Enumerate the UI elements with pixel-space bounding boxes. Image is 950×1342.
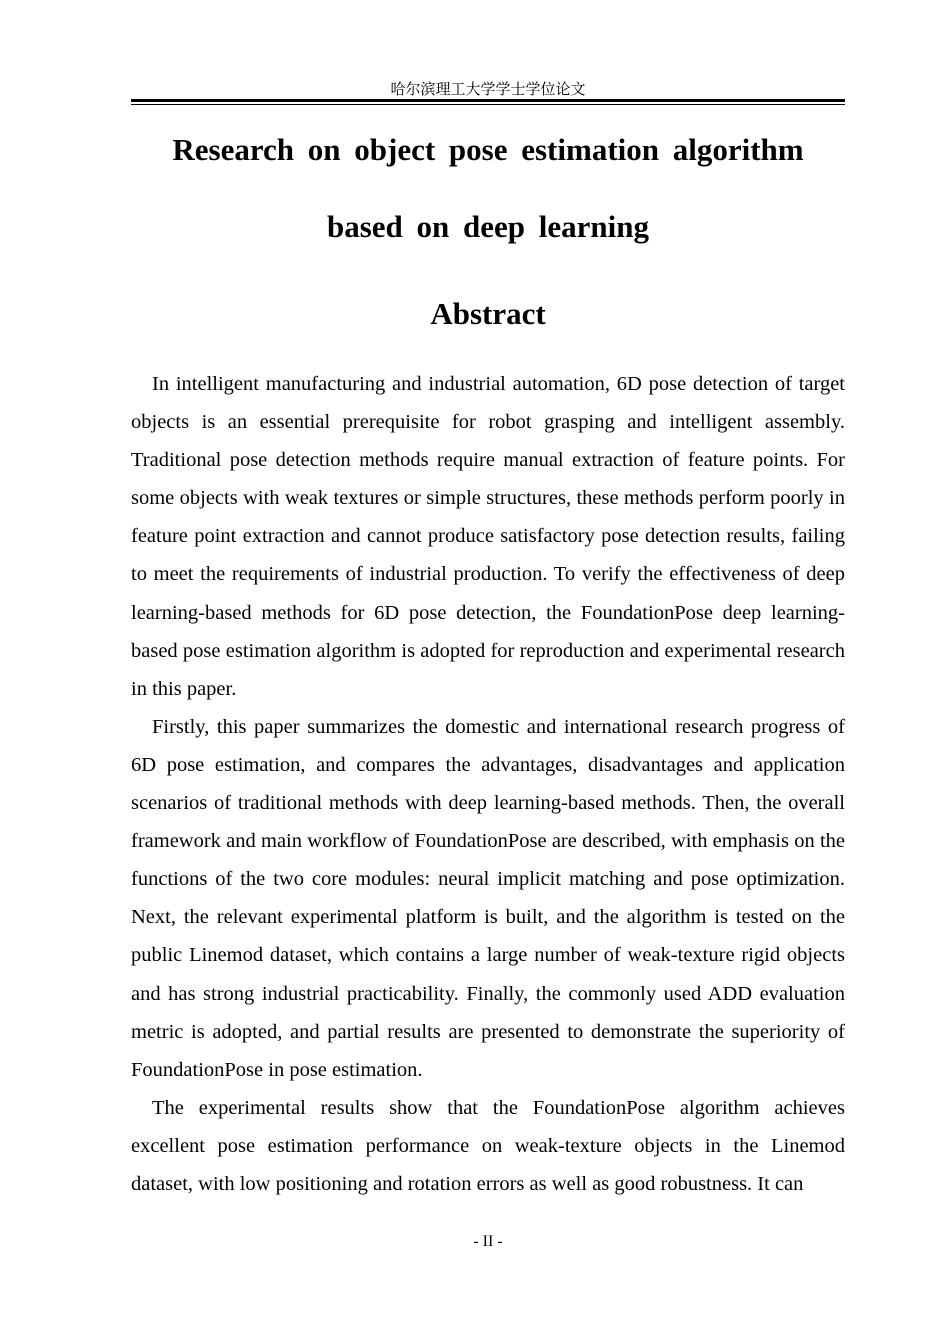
thesis-title-line-1: Research on object pose estimation algorithm xyxy=(172,132,804,167)
abstract-body xyxy=(131,365,845,1203)
page-number: - II - xyxy=(473,1233,503,1250)
abstract-paragraph-1: In intelligent manufacturing and industrial automation, 6D pose detection of target objects is an essential prerequisite for robot grasping and intelligent assembly. Traditional pose detection methods require manual extraction of feature points. For some objects with weak textures or simple structures, these methods perform poorly in feature point extraction and cannot produce satisfactory pose detection results, failing to meet the requirements of industrial production. To verify the effectiveness of deep learning-based methods for 6D pose detection, the FoundationPose deep learning-based pose estimation algorithm is adopted for reproduction and experimental research in this paper. xyxy=(131,373,845,700)
thesis-title-line-2: based on deep learning xyxy=(326,209,650,244)
abstract-paragraph-2: Firstly, this paper summarizes the domestic and international research progress of 6D pose estimation, and compares the advantages, disadvantages and application scenarios of traditional methods with deep learning-based methods. Then, the overall framework and main workflow of FoundationPose are described, with emphasis on the functions of the two core modules: neural implicit matching and pose optimization. Next, the relevant experimental platform is built, and the algorithm is tested on the public Linemod dataset, which contains a large number of weak-texture rigid objects and has strong industrial practicability. Finally, the commonly used ADD evaluation metric is adopted, and partial results are presented to demonstrate the superiority of FoundationPose in pose estimation. xyxy=(131,715,845,1081)
abstract-paragraph-3: The experimental results show that the FoundationPose algorithm achieves excellent pose estimation performance on weak-texture objects in the Linemod dataset, with low positioning and rotation errors as well as good robustness. It can xyxy=(131,1096,845,1195)
abstract-heading: Abstract xyxy=(430,296,546,331)
header-rule-thin xyxy=(131,104,845,105)
running-header: 哈尔滨理工大学学士学位论文 xyxy=(390,80,586,98)
header-rule-thick xyxy=(131,99,845,102)
